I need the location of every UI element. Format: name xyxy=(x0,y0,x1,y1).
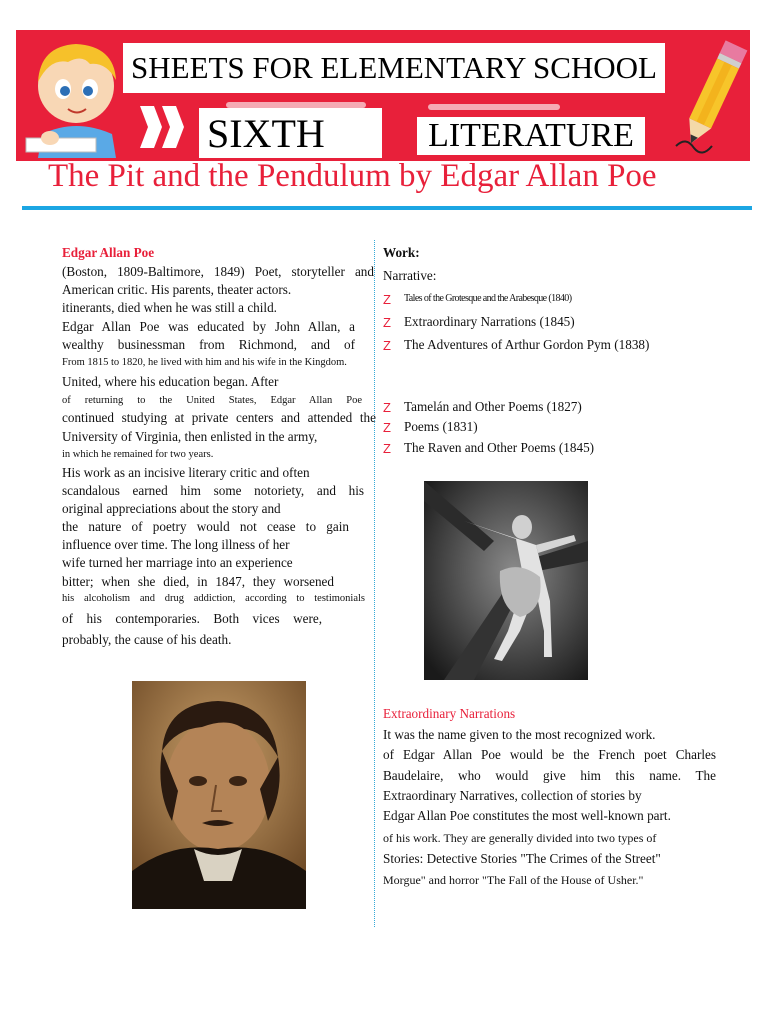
list-bullet: Z xyxy=(383,420,391,435)
bio-line: wife turned her marriage into an experience xyxy=(62,555,293,570)
extraordinary-line: Extraordinary Narratives, collection of stories by xyxy=(383,788,642,803)
extraordinary-line: Morgue" and horror "The Fall of the House of Usher." xyxy=(383,873,644,887)
faded-text-smudge xyxy=(428,104,560,110)
work-item: The Raven and Other Poems (1845) xyxy=(404,440,595,455)
bio-line: in which he remained for two years. xyxy=(62,449,214,460)
bio-line: University of Virginia, then enlisted in the army, xyxy=(62,429,318,444)
extraordinary-line: of Edgar Allan Poe would be the French poet Charles xyxy=(383,747,716,762)
bio-line: of returning to the United States, Edgar Allan Poe xyxy=(62,395,362,406)
bio-line: of his contemporaries. Both vices were, xyxy=(62,611,322,626)
narrative-label: Narrative: xyxy=(383,268,437,283)
bio-line: his alcoholism and drug addiction, according to testimonials xyxy=(62,593,365,604)
student-writing-icon xyxy=(20,34,130,158)
grade-label: SIXTH xyxy=(199,108,382,158)
work-item: Poems (1831) xyxy=(404,419,478,434)
extraordinary-line: Edgar Allan Poe constitutes the most well-known part. xyxy=(383,808,671,823)
bio-line: Edgar Allan Poe was educated by John Allan, a xyxy=(62,319,355,334)
bio-line: scandalous earned him some notoriety, and his xyxy=(62,483,364,498)
bio-heading: Edgar Allan Poe xyxy=(62,245,155,260)
pencil-icon xyxy=(672,36,752,160)
list-bullet: Z xyxy=(383,400,391,415)
bio-line: His work as an incisive literary critic and often xyxy=(62,465,310,480)
list-bullet: Z xyxy=(383,441,391,456)
bio-line: continued studying at private centers and attended the xyxy=(62,410,376,425)
extraordinary-line: Stories: Detective Stories "The Crimes of the Street" xyxy=(383,851,661,866)
bio-line: original appreciations about the story and xyxy=(62,501,281,516)
bio-line: (Boston, 1809-Baltimore, 1849) Poet, storyteller and xyxy=(62,264,374,279)
bio-line: United, where his education began. After xyxy=(62,374,279,389)
bio-line: probably, the cause of his death. xyxy=(62,632,232,647)
bio-line: From 1815 to 1820, he lived with him and his wife in the Kingdom. xyxy=(62,357,347,368)
column-divider xyxy=(374,240,375,927)
bio-line: bitter; when she died, in 1847, they worsened xyxy=(62,574,334,589)
bio-line: influence over time. The long illness of her xyxy=(62,537,290,552)
bio-line: wealthy businessman from Richmond, and of xyxy=(62,337,355,352)
list-bullet: Z xyxy=(383,292,391,307)
pit-and-pendulum-illustration xyxy=(424,481,588,680)
work-item: The Adventures of Arthur Gordon Pym (1838) xyxy=(404,337,650,352)
list-bullet: Z xyxy=(383,338,391,353)
bio-line: itinerants, died when he was still a child. xyxy=(62,300,277,315)
work-item: Tales of the Grotesque and the Arabesque (1840) xyxy=(404,293,572,304)
title-rule xyxy=(22,206,752,210)
work-heading: Work: xyxy=(383,245,420,260)
extraordinary-line: It was the name given to the most recognized work. xyxy=(383,727,656,742)
subject-label: LITERATURE xyxy=(417,117,645,155)
page-title: The Pit and the Pendulum by Edgar Allan Poe xyxy=(48,158,657,194)
work-item: Tamelán and Other Poems (1827) xyxy=(404,399,582,414)
list-bullet: Z xyxy=(383,315,391,330)
sheet-series-title: SHEETS FOR ELEMENTARY SCHOOL xyxy=(123,43,665,93)
chevron-right-icon xyxy=(160,104,186,150)
bio-line: American critic. His parents, theater actors. xyxy=(62,282,292,297)
bio-line: the nature of poetry would not cease to gain xyxy=(62,519,349,534)
extraordinary-line: of his work. They are generally divided into two types of xyxy=(383,831,657,845)
extraordinary-line: Baudelaire, who would give him this name. The xyxy=(383,768,716,783)
poe-portrait-image xyxy=(132,681,306,909)
extraordinary-heading: Extraordinary Narrations xyxy=(383,706,516,721)
work-item: Extraordinary Narrations (1845) xyxy=(404,314,575,329)
